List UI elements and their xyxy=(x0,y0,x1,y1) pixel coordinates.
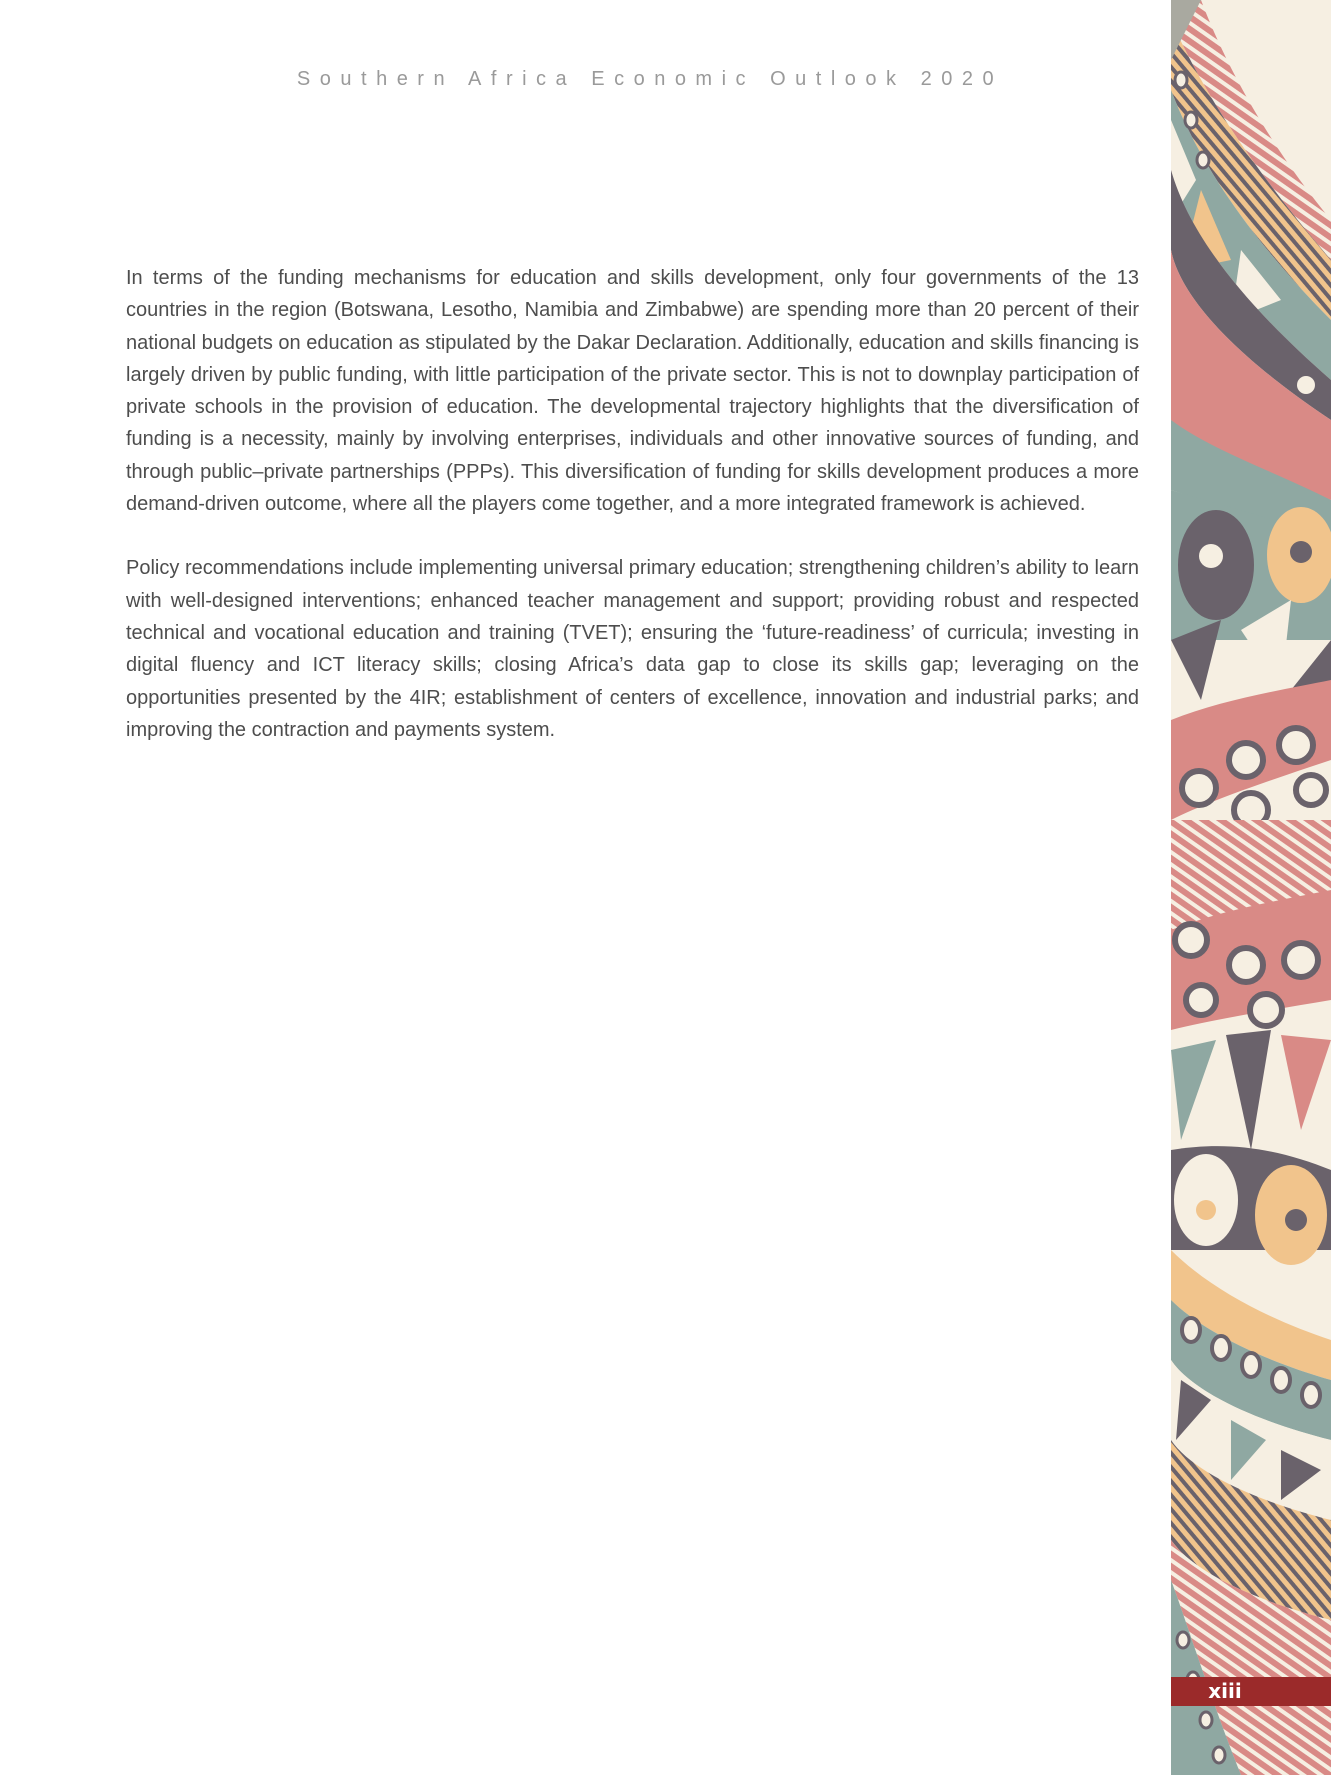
african-pattern-icon xyxy=(1171,0,1331,1775)
paragraph-policy: Policy recommendations include implementing universal primary education; strengthening children’s ability to learn with well-designed interventions; enhanced teacher management and support; providing robust and respected technical and vocational education and training (TVET); ensuring the ‘future-readiness’ of curricula; investing in digital fluency and ICT literacy skills; closing Africa’s data gap to close its skills gap; leveraging on the opportunities presented by the 4IR; establishment of centers of excellence, innovation and industrial parks; and improving the contraction and payments system. xyxy=(126,557,1139,741)
page-number: xiii xyxy=(1208,1679,1242,1703)
decorative-pattern-band xyxy=(1171,0,1331,1775)
running-header: Southern Africa Economic Outlook 2020 xyxy=(296,68,1004,90)
body-text xyxy=(126,262,1139,778)
paragraph-funding: In terms of the funding mechanisms for education and skills development, only four governments of the 13 countries in the region (Botswana, Lesotho, Namibia and Zimbabwe) are spending more than 20 percent of their national budgets on education as stipulated by the Dakar Declaration. Additionally, education and skills financing is largely driven by public funding, with little participation of the private sector. This is not to downplay participation of private schools in the provision of education. The developmental trajectory highlights that the diversification of funding is a necessity, mainly by involving enterprises, individuals and other innovative sources of funding, and through public–private partnerships (PPPs). This diversification of funding for skills development produces a more demand-driven outcome, where all the players come together, and a more integrated framework is achieved. xyxy=(126,267,1139,516)
